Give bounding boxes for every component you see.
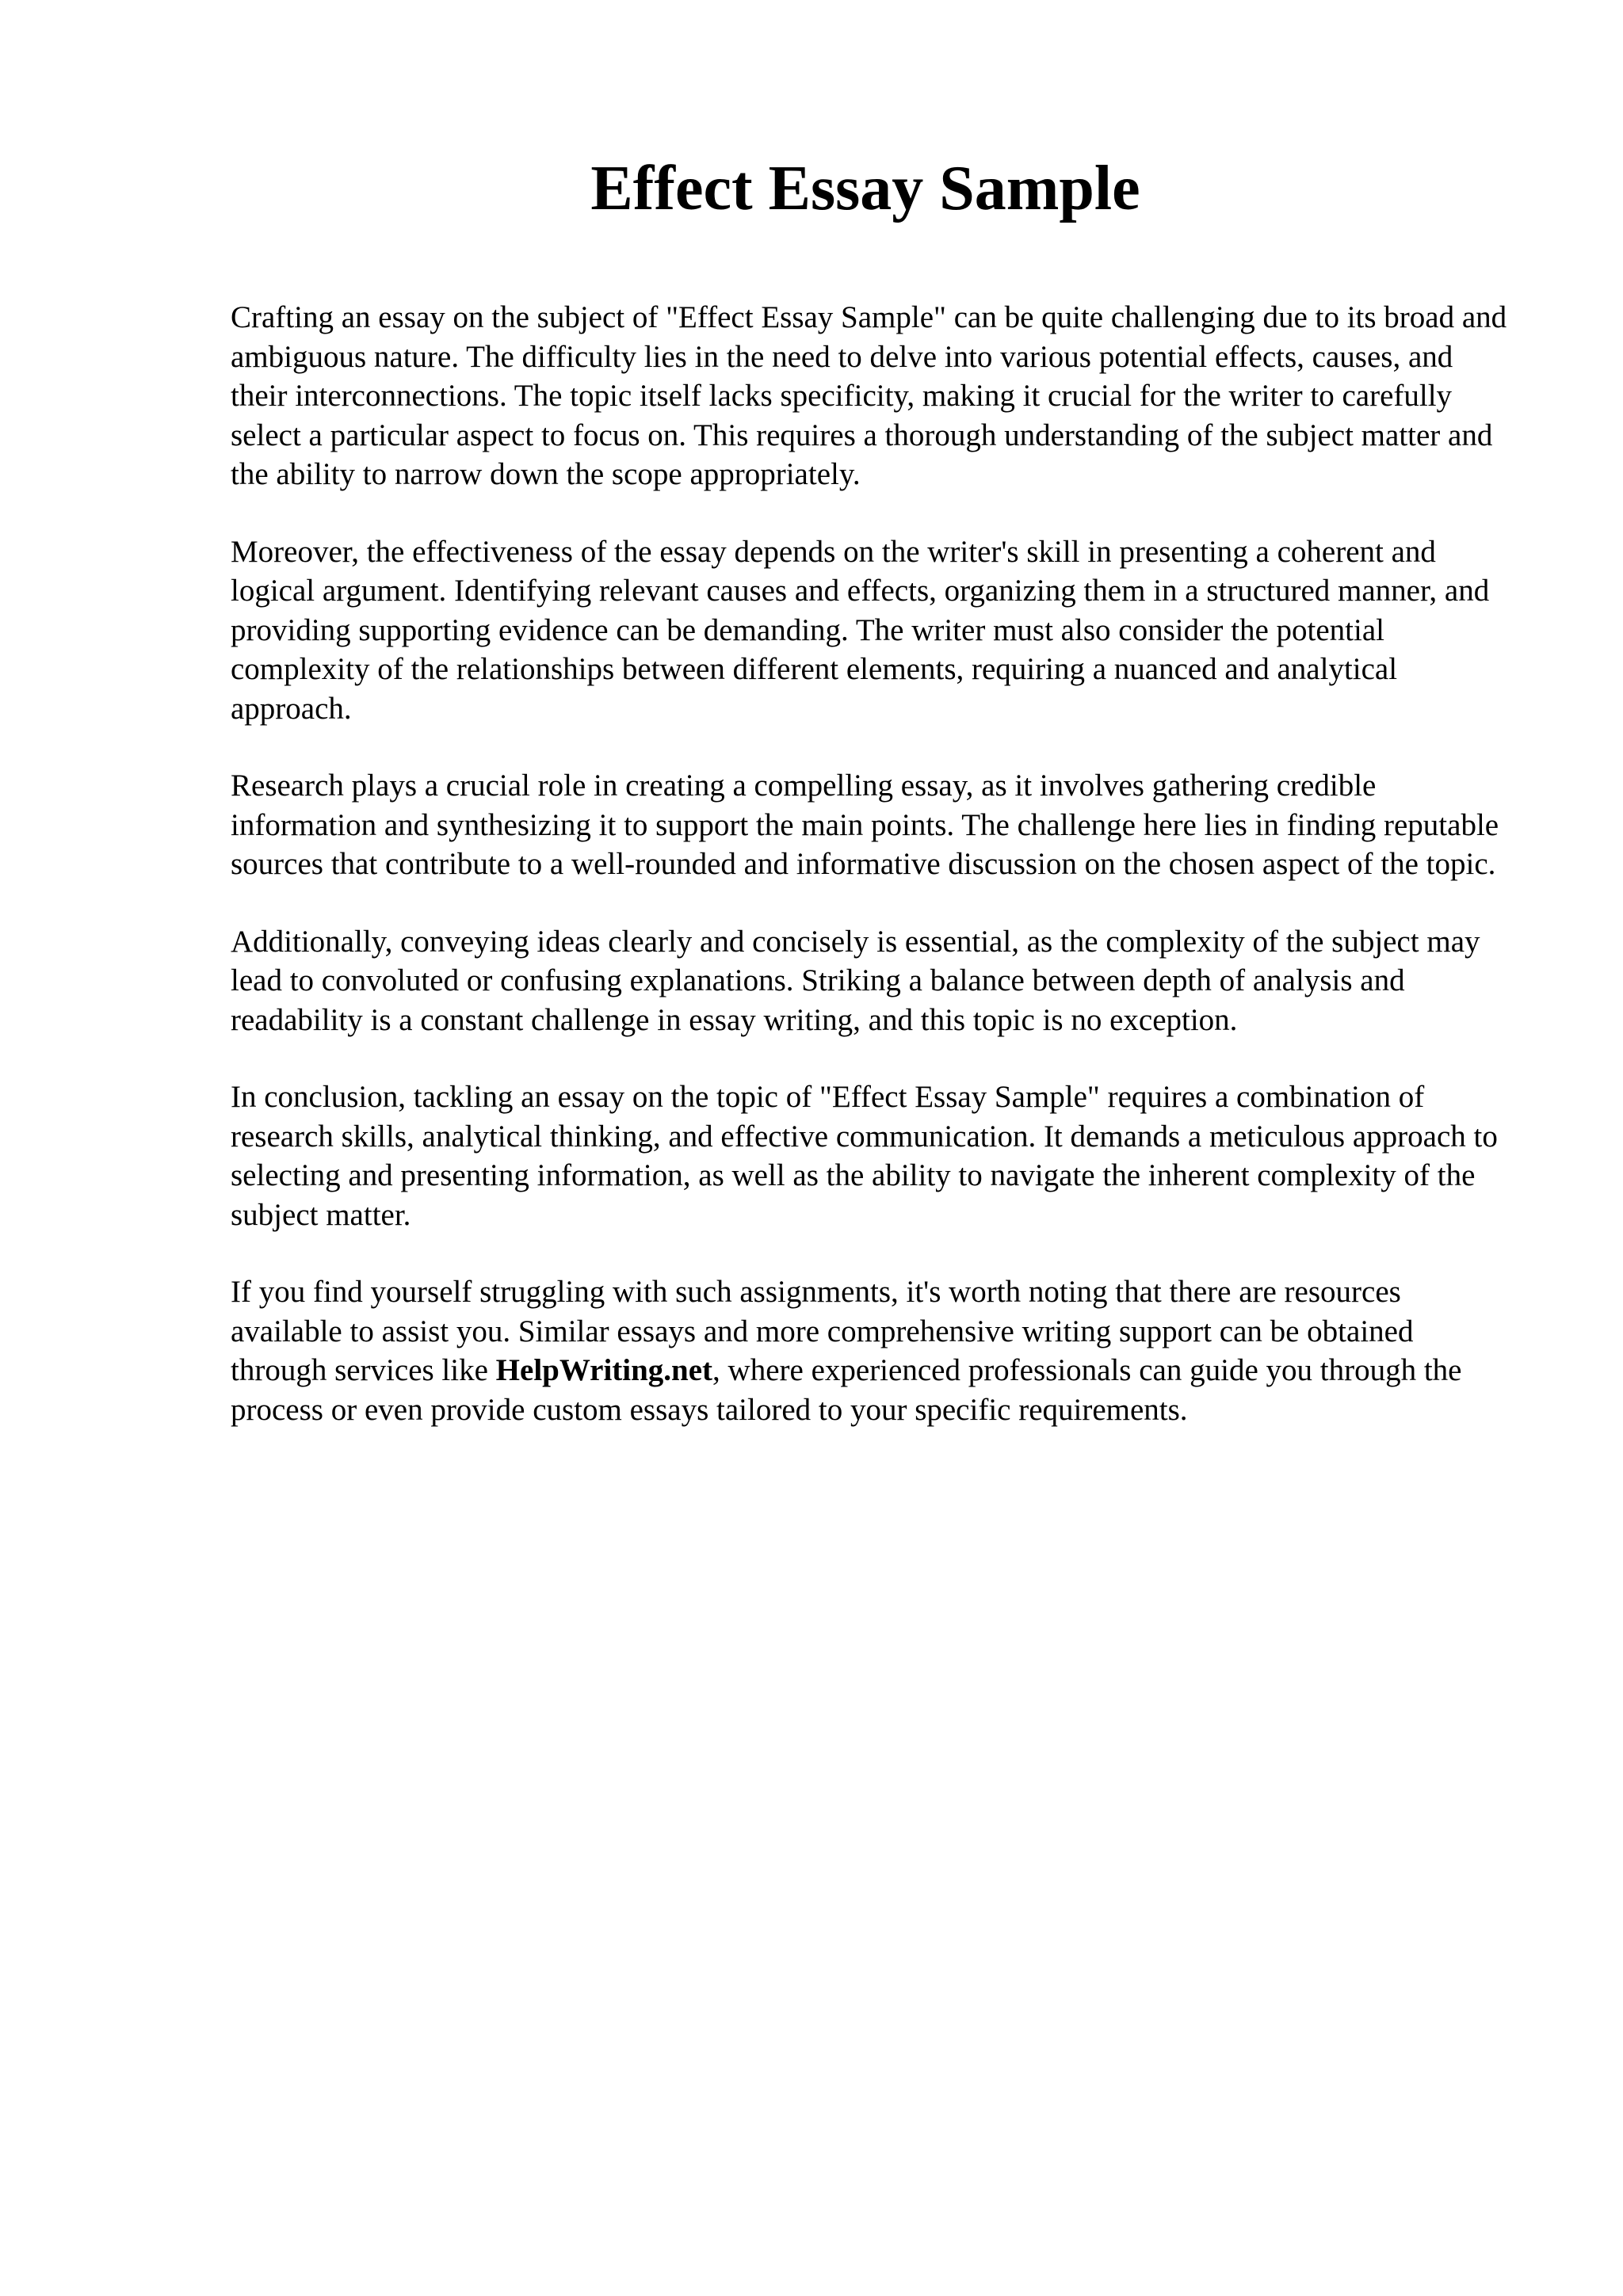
page-title: Effect Essay Sample (590, 154, 1140, 223)
essay-body (231, 298, 1514, 1467)
paragraph-1: Crafting an essay on the subject of "Effect Essay Sample" can be quite challenging due to its broad and ambiguous nature. The difficulty lies in the need to delve into various potential effects, causes, and their interconnections. The topic itself lacks specificity, making it crucial for the writer to carefully select a particular aspect to focus on. This requires a thorough understanding of the subject matter and the ability to narrow down the scope appropriately. (231, 300, 1507, 491)
paragraph-6-text-start: If you find yourself struggling with such assignments, it's worth noting that there are resources available to assist you. Similar essays and more comprehensive writing support can be obtained through services like (231, 1275, 1414, 1387)
paragraph-6-text-end: , where experienced professionals can guide you through the process or even provide custom essays tailored to your specific requirements. (231, 1353, 1462, 1427)
paragraph-5: In conclusion, tackling an essay on the topic of "Effect Essay Sample" requires a combination of research skills, analytical thinking, and effective communication. It demands a meticulous approach to selecting and presenting information, as well as the ability to navigate the inherent complexity of the subject matter. (231, 1080, 1498, 1232)
helpwriting-link[interactable]: HelpWriting.net (495, 1353, 713, 1387)
paragraph-6 (231, 1272, 1514, 1429)
paragraph-4: Additionally, conveying ideas clearly and concisely is essential, as the complexity of the subject may lead to convoluted or confusing explanations. Striking a balance between depth of analysis and readability is a constant challenge in essay writing, and this topic is no exception. (231, 924, 1480, 1037)
paragraph-3: Research plays a crucial role in creating a compelling essay, as it involves gathering credible information and synthesizing it to support the main points. The challenge here lies in finding reputable sources that contribute to a well-rounded and informative discussion on the chosen aspect of the topic. (231, 769, 1499, 881)
paragraph-2: Moreover, the effectiveness of the essay depends on the writer's skill in presenting a coherent and logical argument. Identifying relevant causes and effects, organizing them in a structured manner, and providing supporting evidence can be demanding. The writer must also consider the potential complexity of the relationships between different elements, requiring a nuanced and analytical approach. (231, 534, 1490, 726)
